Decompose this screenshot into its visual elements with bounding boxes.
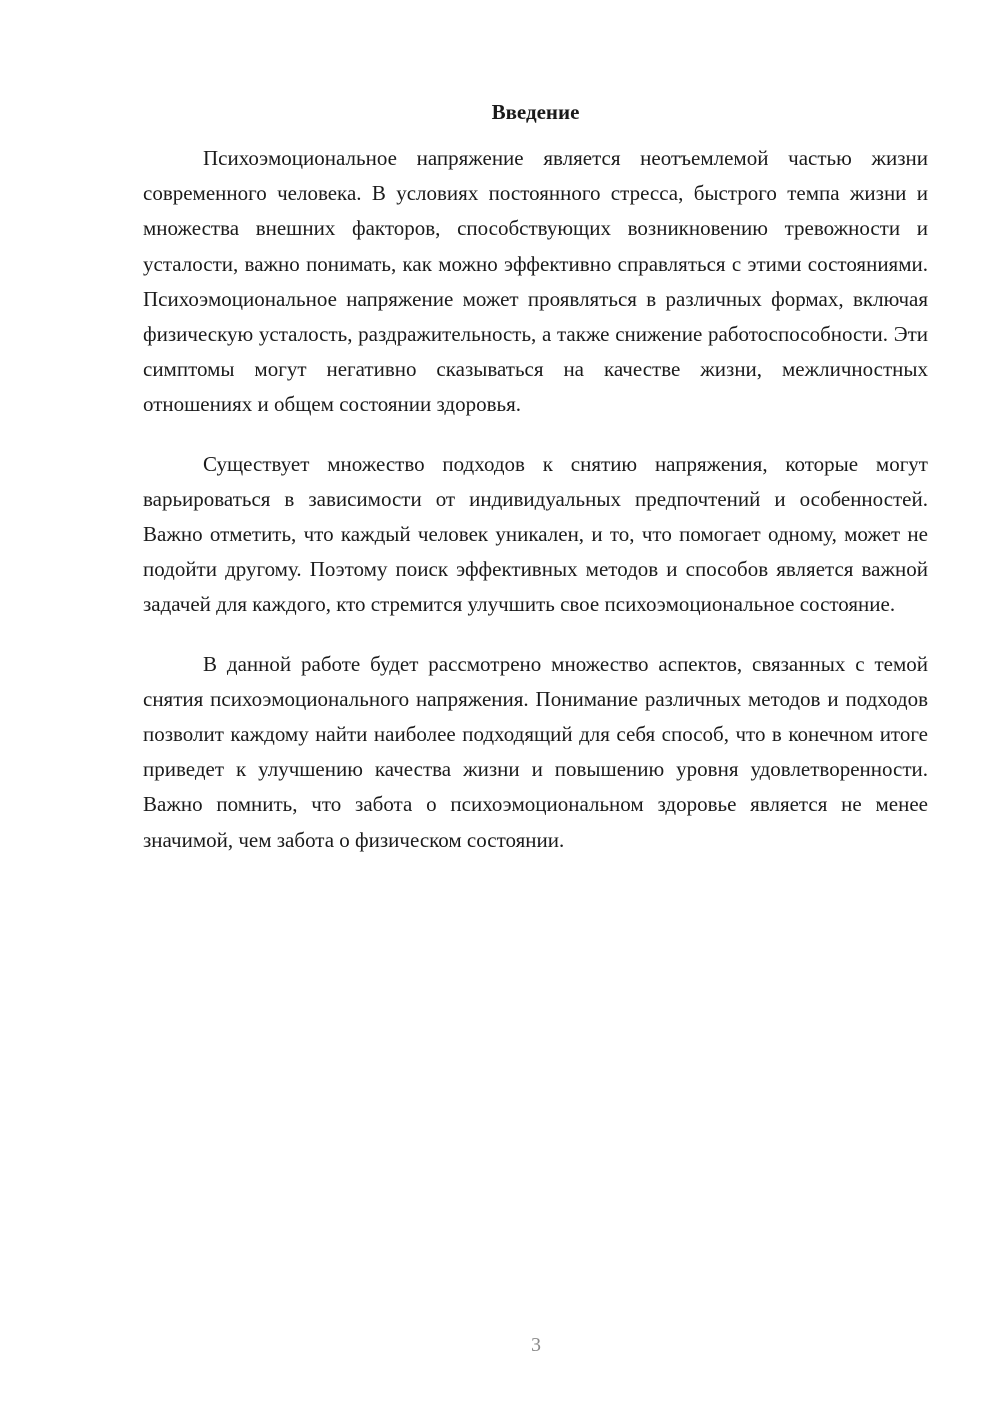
paragraph-3: В данной работе будет рассмотрено множество аспектов, связанных с темой снятия психоэмоционального напряжения. Понимание различных методов и подходов позволит каждому найти наиболее подходящий для себя способ, что в конечном итоге приведет к улучшению качества жизни и повышению уровня удовлетворенности. Важно помнить, что забота о психоэмоциональном здоровье является не менее значимой, чем забота о физическом состоянии.: [143, 651, 928, 852]
section-heading: Введение: [491, 100, 580, 124]
paragraph-1: Психоэмоциональное напряжение является неотъемлемой частью жизни современного человека. В условиях постоянного стресса, быстрого темпа жизни и множества внешних факторов, способствующих возникновению тревожности и усталости, важно понимать, как можно эффективно справляться с этими состояниями. Психоэмоциональное напряжение может проявляться в различных формах, включая физическую усталость, раздражительность, а также снижение работоспособности. Эти симптомы могут негативно сказываться на качестве жизни, межличностных отношениях и общем состоянии здоровья.: [143, 146, 928, 417]
paragraph-2: Существует множество подходов к снятию напряжения, которые могут варьироваться в зависимости от индивидуальных предпочтений и особенностей. Важно отметить, что каждый человек уникален, и то, что помогает одному, может не подойти другому. Поэтому поиск эффективных методов и способов является важной задачей для каждого, кто стремится улучшить свое психоэмоциональное состояние.: [143, 451, 928, 617]
page-number: 3: [531, 1334, 541, 1356]
body-text: [143, 141, 928, 882]
